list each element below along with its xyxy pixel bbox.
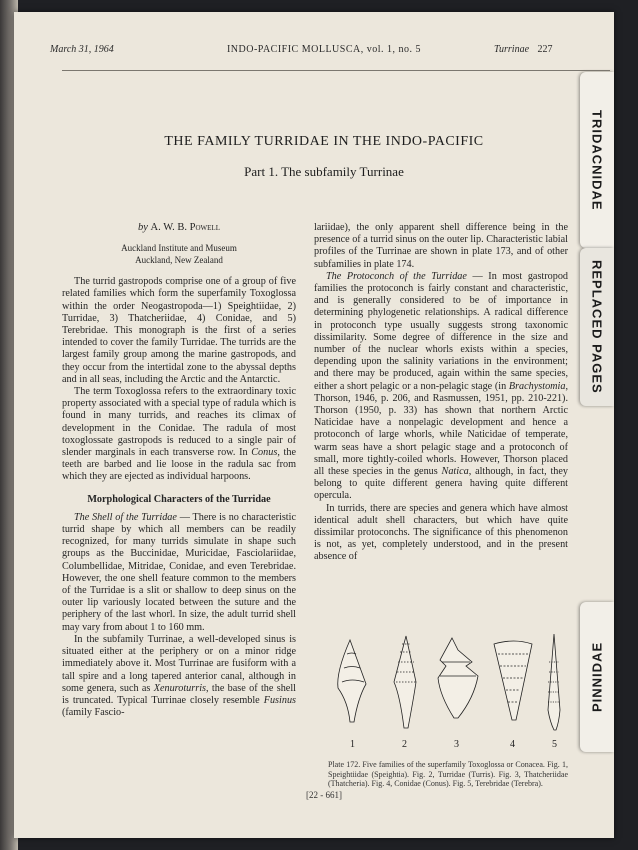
index-tab-tridacnidae[interactable]: [580, 72, 614, 248]
paragraph: In turrids, there are species and genera which have almost identical adult shell characters, but which have quite dissimilar protoconchs. The significance of this phenomenon is not, as yet, completely understood, and in the present absence of: [314, 502, 568, 563]
speightia-shell-icon: [338, 640, 366, 722]
affiliation-line-2: Auckland, New Zealand: [135, 255, 223, 266]
header-date: March 31, 1964: [50, 44, 114, 55]
paragraph: The Protoconch of the Turridae — In most gastropod families the protoconch is fairly constant and characteristic, and is generally considered to be of importance in determining phylogenetic relationships. A radical difference in protoconch type usually suggests strong taxonomic dissimilarity. Some degree of difference in the size and number of the nuclear whorls exists within a species, depending upon the salinity variations in the environment; and there may be produced, again within the same species, either a short pelagic or a non-pelagic stage (in Brachystomia, Thorson, 1946, p. 206, and Rasmussen, 1951, pp. 210-221). Thorson (1950, p. 33) has shown that northern Arctic Naticidae have a nonpelagic development and hence a protoconch of large whorls, while Naticidae of temperate, warm seas have a short pelagic stage and a protoconch of small, more tightly-coiled whorls. However, Thorson placed all these species in the genus Natica, although, in fact, they belong to quite different genera having quite different opercula.: [314, 270, 569, 502]
page-footer: [22 - 661]: [306, 790, 342, 800]
section-heading: Morphological Characters of the Turridae: [87, 493, 271, 505]
right-column: [314, 222, 568, 564]
paragraph: The turrid gastropods comprise one of a group of five related families which form the superfamily Toxoglossa within the order Neogastropoda—1) Speightiidae, 2) Turridae, 3) Thatcheriidae, 4) Conidae, and 5) Terebridae. This monograph is the first of a series intended to cover the family Turridae. The turrids are the largest family group among the marine gastropods, and they occur from the intertidal zone to the abyssal depths and in all seas, including the Arctic and the Antarctic.: [62, 276, 296, 385]
article-title: THE FAMILY TURRIDAE IN THE INDO-PACIFIC: [164, 134, 484, 149]
fig-number: 4: [510, 739, 515, 750]
article-subtitle: Part 1. The subfamily Turrinae: [244, 164, 404, 179]
tab-label: TRIDACNIDAE: [589, 109, 605, 211]
header-rule: [62, 70, 610, 71]
running-head-text: Turrinae: [494, 44, 530, 55]
byline: [62, 222, 296, 234]
paragraph: The Shell of the Turridae — There is no characteristic turrid shape by which all members can be readily recognized, for many turrids simulate in shape such groups as the Buccinidae, Muricidae, Fasciolariidae, Columbellidae, Mitridae, Conidae, and even Terebridae. However, the one shell feature common to the members of the Turridae is a slit or shallow to deep sinus on the outer lip variously located between the suture and the periphery of the last whorl. In size, the adult turrid shell may vary from about 1 to 160 mm.: [62, 511, 296, 633]
header-running-head: [494, 44, 553, 55]
index-tab-replaced-pages[interactable]: [580, 248, 614, 406]
fig-number: 3: [454, 739, 459, 750]
paragraph: The term Toxoglossa refers to the extraordinary toxic property associated with a special type of radula which is found in many turrids, and reaches its climax of development in the Conidae. The radula of most toxoglossate gastropods is reduced to a single pair of slender marginals in each transverse row. In Conus, the teeth are barbed and lie loose in the radula sac from which they are ejected as individual harpoons.: [62, 386, 296, 483]
author-name: A. W. B. Powell: [150, 222, 220, 233]
paragraph: lariidae), the only apparent shell difference being in the presence of a turrid sinus on the outer lip. Characteristic labial profiles of the Turrinae are shown in plate 173, and of other subfamilies in plate 174.: [314, 222, 568, 270]
fig-number: 2: [402, 739, 407, 750]
tab-label: REPLACED PAGES: [589, 260, 605, 394]
page-number: 227: [537, 44, 553, 55]
paragraph: In the subfamily Turrinae, a well-developed sinus is situated either at the periphery or on a minor ridge immediately above it. Most Turrinae are fusiform with a tall spire and a long tapered anterior canal, although in some genera, such as Xenuroturris, the base of the shell is truncated. Typical Turrinae closely resemble Fusinus (family Fascio-: [62, 633, 296, 719]
byline-by: by: [138, 222, 148, 233]
header-journal: INDO-PACIFIC MOLLUSCA, vol. 1, no. 5: [226, 44, 422, 55]
left-column: [62, 222, 296, 719]
document-page: [14, 12, 614, 838]
affiliation-line-1: Auckland Institute and Museum: [121, 243, 237, 254]
figure-caption: Plate 172. Five families of the superfamily Toxoglossa or Conacea. Fig. 1, Speightiidae (Speightia). Fig. 2, Turridae (Turris). Fig. 3, Thatcheriidae (Thatcheria). Fig. 4, Conidae (Conus). Fig. 5, Terebridae (Terebra).: [328, 760, 568, 789]
thatcheria-shell-icon: [438, 638, 478, 718]
affiliation: [62, 242, 296, 266]
index-tab-pinnidae[interactable]: [580, 602, 614, 752]
terebra-shell-icon: [548, 634, 560, 730]
fig-number: 1: [350, 739, 355, 750]
turris-shell-icon: [394, 636, 416, 728]
fig-number: 5: [552, 739, 557, 750]
plate-172-figure: [328, 632, 568, 732]
tab-label: PINNIDAE: [589, 641, 605, 713]
conus-shell-icon: [494, 641, 532, 720]
